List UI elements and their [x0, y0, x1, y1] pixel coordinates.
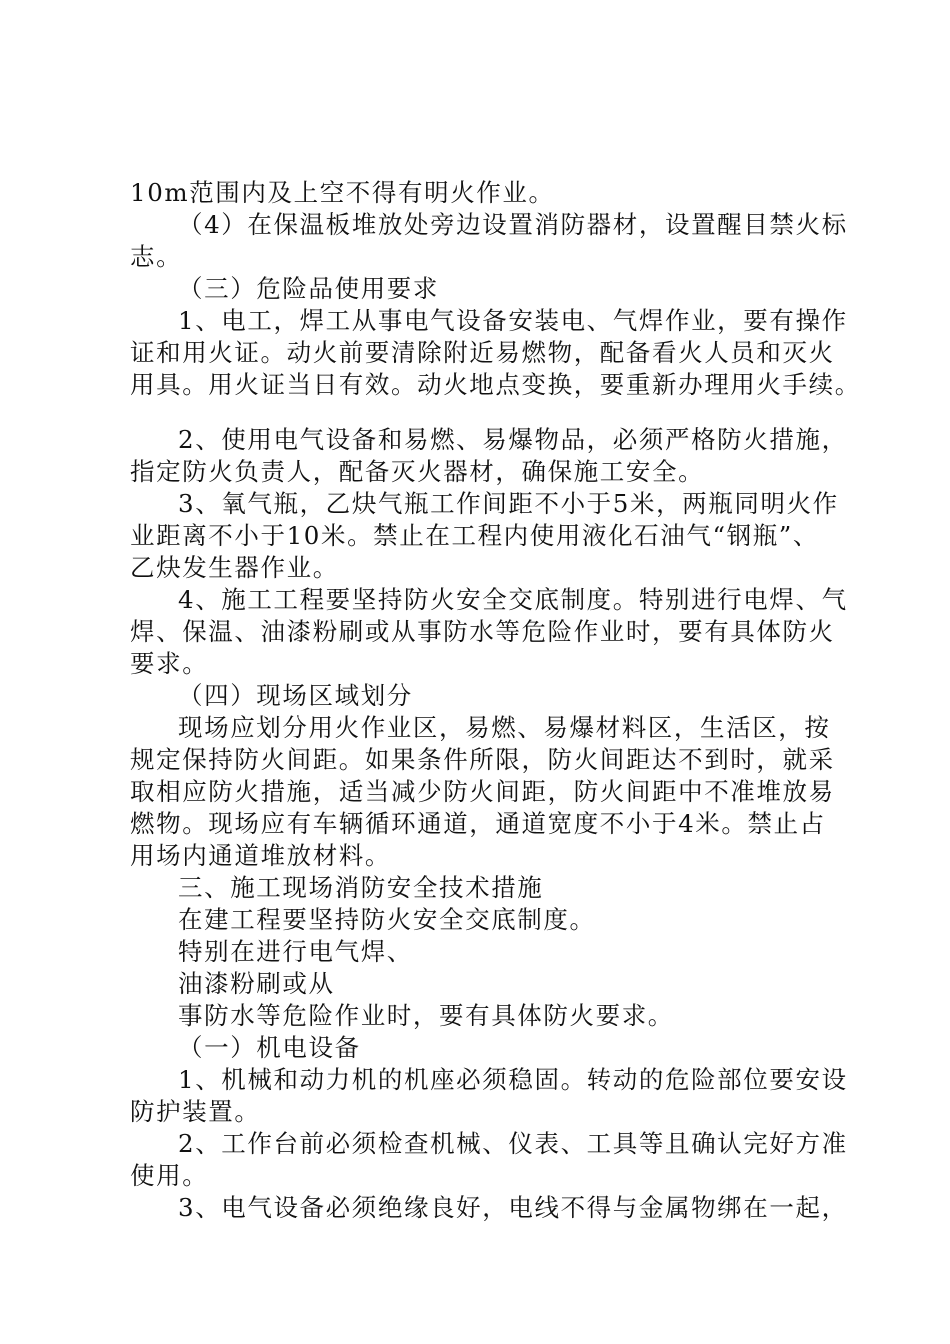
text-line: 4、施工工程要坚持防火安全交底制度。特别进行电焊、气 — [178, 585, 848, 614]
text-line: 使用。 — [130, 1161, 209, 1190]
text-line: 油漆粉刷或从 — [178, 969, 335, 998]
text-line: 3、氧气瓶，乙炔气瓶工作间距不小于5米，两瓶同明火作 — [178, 489, 839, 518]
text-line: 用具。用火证当日有效。动火地点变换，要重新办理用火手续。 — [130, 370, 861, 399]
text-line: 焊、保温、油漆粉刷或从事防水等危险作业时，要有具体防火 — [130, 617, 835, 646]
text-line: 1、机械和动力机的机座必须稳固。转动的危险部位要安设 — [178, 1065, 848, 1094]
text-line: 燃物。现场应有车辆循环通道，通道宽度不小于4米。禁止占 — [130, 809, 826, 838]
text-line: 用场内通道堆放材料。 — [130, 841, 391, 870]
text-line: 事防水等危险作业时，要有具体防火要求。 — [178, 1001, 674, 1030]
text-line: 特别在进行电气焊、 — [178, 937, 413, 966]
text-line: 业距离不小于10米。禁止在工程内使用液化石油气“钢瓶”、 — [130, 521, 820, 550]
text-line: 2、工作台前必须检查机械、仪表、工具等且确认完好方准 — [178, 1129, 848, 1158]
text-line: 10m范围内及上空不得有明火作业。 — [130, 178, 555, 207]
text-line: 2、使用电气设备和易燃、易爆物品，必须严格防火措施， — [178, 425, 848, 454]
section-heading: 三、施工现场消防安全技术措施 — [178, 873, 544, 902]
section-heading: （四）现场区域划分 — [178, 681, 413, 710]
text-line: 在建工程要坚持防火安全交底制度。 — [178, 905, 596, 934]
text-line: 志。 — [130, 242, 183, 271]
text-line: 证和用火证。动火前要清除附近易燃物，配备看火人员和灭火 — [130, 338, 835, 367]
text-line: 指定防火负责人，配备灭火器材，确保施工安全。 — [130, 457, 705, 486]
text-line: 要求。 — [130, 649, 209, 678]
text-line: 规定保持防火间距。如果条件所限，防火间距达不到时，就采 — [130, 745, 835, 774]
text-line: 现场应划分用火作业区，易燃、易爆材料区，生活区，按 — [178, 713, 831, 742]
text-line: 3、电气设备必须绝缘良好，电线不得与金属物绑在一起， — [178, 1193, 848, 1222]
section-heading: （一）机电设备 — [178, 1033, 361, 1062]
text-line: 乙炔发生器作业。 — [130, 553, 339, 582]
text-line: （4）在保温板堆放处旁边设置消防器材，设置醒目禁火标 — [178, 210, 848, 239]
text-line: 防护装置。 — [130, 1097, 261, 1126]
text-line: 1、电工，焊工从事电气设备安装电、气焊作业，要有操作 — [178, 306, 848, 335]
section-heading: （三）危险品使用要求 — [178, 274, 439, 303]
text-line: 取相应防火措施，适当减少防火间距，防火间距中不准堆放易 — [130, 777, 835, 806]
